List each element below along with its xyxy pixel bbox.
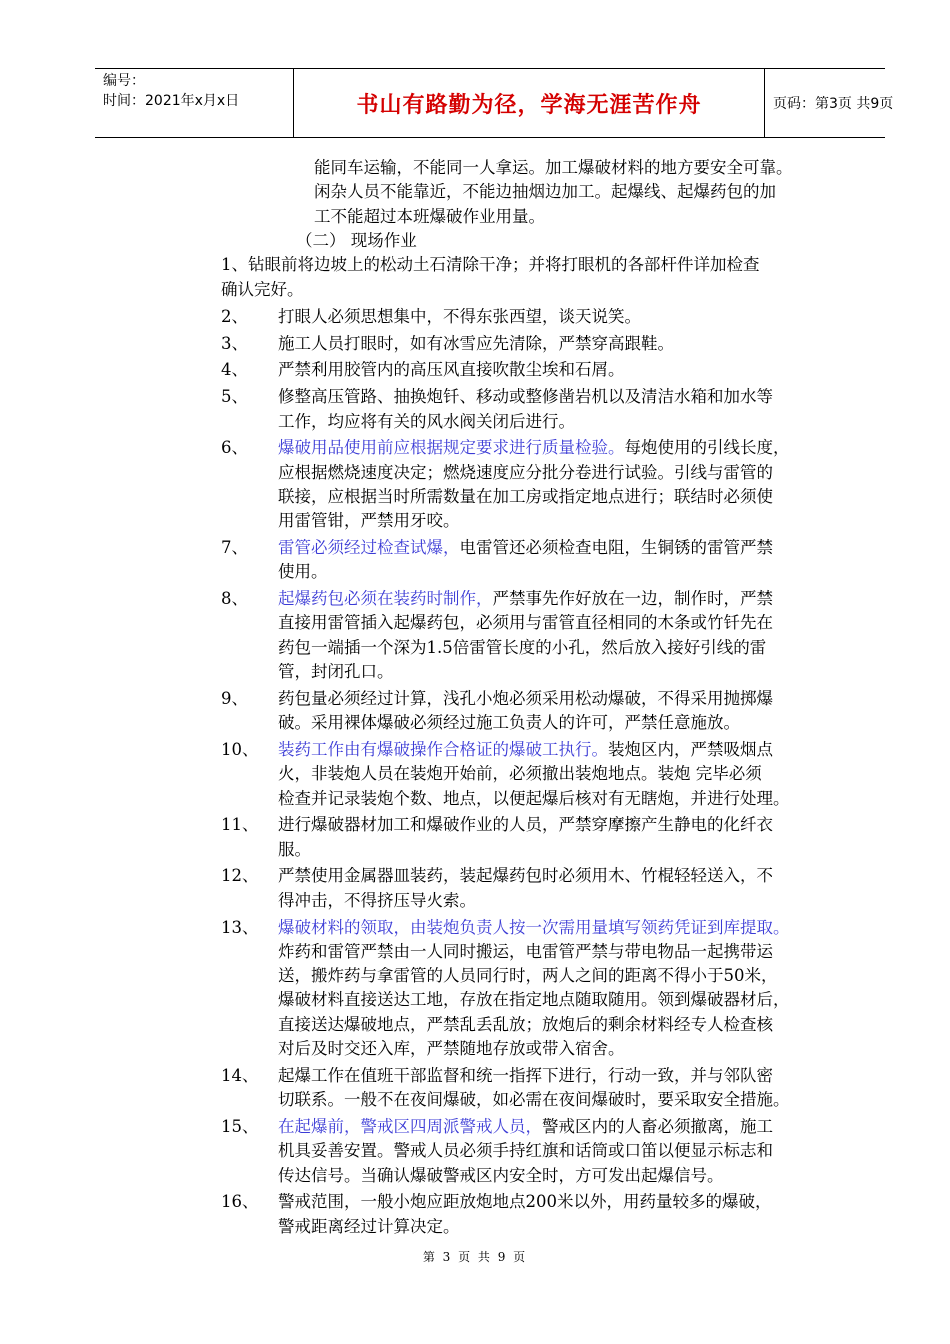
list-item-number: 4、 [221,360,248,380]
list-item-line [278,485,773,509]
highlighted-text: 在起爆前，警戒区四周派警戒人员， [278,1116,542,1136]
list-item-number: 2、 [221,306,248,326]
line-text: 严禁利用胶管内的高压风直接吹散尘埃和石屑。 [278,360,625,380]
line-text: 严禁使用金属器皿装药，装起爆药包时必须用木、竹棍轻轻送入，不 [278,866,773,886]
line-text: 机具妥善安置。警戒人员必须手持红旗和话筒或口笛以便显示标志和 [278,1141,773,1161]
list-item-number: 7、 [221,538,248,557]
list-item-line [278,1064,773,1088]
highlighted-text: 爆破用品使用前应根据规定要求进行质量检验。 [278,438,625,458]
list-item-line [278,1164,724,1188]
list-item-line [278,1037,625,1061]
line-text: 直接送达爆破地点，严禁乱丢乱放；放炮后的剩余材料经专人检查核 [278,1014,773,1034]
paragraph-line: 工不能超过本班爆破作业用量。 [314,206,545,226]
list-item-number: 11、 [221,815,259,835]
list-item-line [278,305,641,329]
line-text: 电雷管还必须检查电阻，生铜锈的雷管严禁 [459,538,773,557]
list-item-line [278,1190,772,1214]
list-item-line: 确认完好。 [221,279,304,299]
list-item-line [278,916,790,940]
list-item-number: 3、 [221,333,248,353]
list-item-line [278,1013,773,1037]
list-item-line [278,738,773,762]
line-text: 火，非装炮人员在装炮开始前，必须撤出装炮地点。装炮 完毕必须 [278,764,762,784]
line-text: 工作，均应将有关的风水阀关闭后进行。 [278,411,575,431]
list-item-line: 1、钻眼前将边坡上的松动土石清除干净；并将打眼机的各部杆件详加检查 [221,255,760,275]
list-item-line [278,611,773,635]
list-item-line [278,587,773,611]
list-item-line [278,560,328,584]
highlighted-text: 雷管必须经过检查试爆， [278,538,460,557]
header-motto: 书山有路勤为径，学海无涯苦作舟 [294,69,765,137]
list-item-number: 13、 [221,917,259,937]
list-item-line [278,461,773,485]
line-text: 警戒区内的人畜必须撤离，施工 [542,1116,773,1136]
list-item-number: 14、 [221,1065,259,1085]
line-text: 直接用雷管插入起爆药包，必须用与雷管直径相同的木条或竹钎先在 [278,613,773,633]
line-text: 药包一端插一个深为1.5倍雷管长度的小孔，然后放入接好引线的雷 [278,637,767,657]
list-item-line [278,988,790,1012]
line-text: 破。采用裸体爆破必须经过施工负责人的许可，严禁任意施放。 [278,713,740,733]
line-text: 打眼人必须思想集中，不得东张西望，谈天说笑。 [278,306,641,326]
list-item-line [278,358,625,382]
line-text: 联接，应根据当时所需数量在加工房或指定地点进行；联结时必须使 [278,486,773,506]
line-text: 修整高压管路、抽换炮钎、移动或整修凿岩机以及清洁水箱和加水等 [278,387,773,407]
page-footer: 第 3 页 共 9 页 [422,1250,528,1264]
line-text: 爆破材料直接送达工地，存放在指定地点随取随用。领到爆破器材后， [278,990,790,1010]
list-item-number: 15、 [221,1116,259,1136]
list-item-line [278,813,773,837]
list-item-line [278,509,460,533]
list-item-line [278,1115,773,1139]
list-item-line [278,1215,460,1239]
list-item-number: 5、 [221,387,248,407]
line-text: 装炮区内，严禁吸烟点 [608,739,773,759]
paragraph-line: 闲杂人员不能靠近，不能边抽烟边加工。起爆线、起爆药包的加 [314,182,776,202]
line-text: 对后及时交还入库，严禁随地存放或带入宿舍。 [278,1039,625,1058]
line-text: 每炮使用的引线长度， [624,438,790,458]
list-item-line [278,332,674,356]
line-text: 炸药和雷管严禁由一人同时搬运，电雷管严禁与带电物品一起携带运 [278,941,773,961]
line-text: 服。 [278,839,311,859]
line-text: 传达信号。当确认爆破警戒区内安全时，方可发出起爆信号。 [278,1165,724,1185]
line-text: 使用。 [278,562,328,582]
section-title: （二） 现场作业 [296,230,417,250]
list-item-line [278,436,790,460]
list-item-line [278,762,762,786]
list-item-number: 8、 [221,589,248,609]
line-text: 应根据燃烧速度决定；燃烧速度应分批分卷进行试验。引线与雷管的 [278,462,773,482]
list-item-number: 10、 [221,739,259,759]
list-item-line [278,940,773,964]
highlighted-text: 起爆药包必须在装药时制作， [278,589,493,609]
line-text: 起爆工作在值班干部监督和统一指挥下进行，行动一致，并与邻队密 [278,1065,773,1085]
line-text: 管，封闭孔口。 [278,662,394,681]
page-header [95,68,894,138]
list-item-line [278,864,773,888]
list-item-line [278,660,394,684]
line-text: 警戒范围，一般小炮应距放炮地点200米以外，用药量较多的爆破， [278,1192,772,1212]
list-item-line [278,1139,773,1163]
list-item-number: 12、 [221,866,259,886]
list-item-line [278,711,740,735]
line-text: 严禁事先作好放在一边，制作时，严禁 [492,589,773,609]
list-item-line [278,838,311,862]
list-item-line [278,1088,790,1112]
line-text: 警戒距离经过计算决定。 [278,1216,460,1236]
line-text: 得冲击，不得挤压导火索。 [278,890,476,910]
time-label: 时间：2021年x月x日 [103,93,240,109]
line-text: 检查并记录装炮个数、地点，以便起爆后核对有无瞎炮，并进行处理。 [278,788,790,808]
list-item-line [278,385,773,409]
list-item-line [278,636,766,660]
line-text: 用雷管钳，严禁用牙咬。 [278,511,460,531]
list-item-line [278,889,476,913]
line-text: 送，搬炸药与拿雷管的人员同行时，两人之间的距离不得小于50米， [278,966,778,986]
highlighted-text: 装药工作由有爆破操作合格证的爆破工执行。 [278,739,608,759]
header-meta [95,69,294,137]
list-item-line [278,536,773,560]
line-text: 切联系。一般不在夜间爆破，如必需在夜间爆破时，要采取安全措施。 [278,1090,790,1110]
line-text: 药包量必须经过计算，浅孔小炮必须采用松动爆破，不得采用抛掷爆 [278,688,773,708]
list-item-number: 16、 [221,1192,259,1212]
highlighted-text: 爆破材料的领取，由装炮负责人按一次需用量填写领药凭证到库提取。 [278,917,790,937]
list-item-number: 6、 [221,438,248,458]
list-item-line [278,410,575,434]
list-item-line [278,964,778,988]
line-text: 施工人员打眼时，如有冰雪应先清除，严禁穿高跟鞋。 [278,333,674,353]
paragraph-line: 能同车运输，不能同一人拿运。加工爆破材料的地方要安全可靠。 [314,158,793,177]
list-item-line [278,687,773,711]
line-text: 进行爆破器材加工和爆破作业的人员，严禁穿摩擦产生静电的化纤衣 [278,815,773,835]
list-item-line [278,787,790,811]
number-label: 编号： [103,73,145,89]
list-item-number: 9、 [221,688,248,708]
header-page-label: 页码：第3页 共9页 [773,96,894,112]
